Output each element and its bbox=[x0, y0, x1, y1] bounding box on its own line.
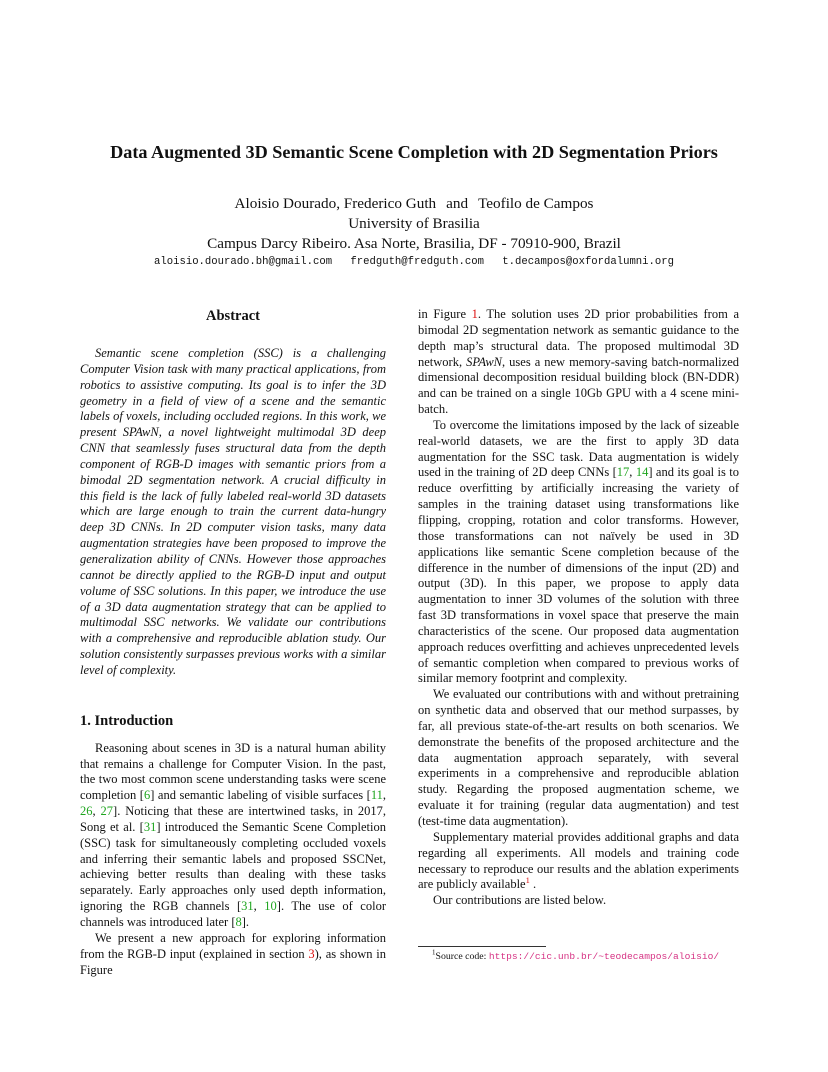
citation-link[interactable]: 8 bbox=[235, 915, 242, 929]
abstract-text: Semantic scene completion (SSC) is a challenging Computer Vision task with many practical applications, from robotics to assistive computing. Its goal is to infer the 3D geometry in a field of view of a scene and the semantic labels of voxels, including occluded regions. In this work, we present SPAwN, a novel lightweight multimodal 3D deep CNN that seamlessly fuses structural data from the depth component of RGB-D images with semantic priors from a bimodal 2D segmentation network. A crucial difficulty in this field is the lack of fully labeled real-world 3D datasets which are large enough to train the current data-hungry deep 3D CNNs. In 2D computer vision tasks, many data augmentation strategies have been proposed to improve the generalization ability of CNNs. However those approaches cannot be directly applied to the RGB-D input and output volume of SSC solutions. In this paper, we introduce the use of a 3D data augmentation strategy that can be applied to multimodal SSC networks. We validate our contributions with a comprehensive and reproducible ablation study. Our solution consistently surpasses previous works with a similar level of complexity. bbox=[80, 346, 386, 677]
citation-link[interactable]: 31 bbox=[241, 899, 254, 914]
introduction-heading: 1. Introduction bbox=[80, 712, 174, 729]
footnote-label: Source code: bbox=[435, 951, 489, 962]
address: Campus Darcy Ribeiro. Asa Norte, Brasilia, DF - 70910-900, Brazil bbox=[207, 235, 621, 252]
intro-paragraph-2-start: We present a new approach for exploring information from the RGB-D input (explained in section 3), as shown in Figure bbox=[80, 930, 386, 977]
author-emails bbox=[0, 256, 828, 268]
citation-link[interactable]: 6 bbox=[143, 788, 151, 803]
affiliation: University of Brasilia bbox=[348, 215, 480, 232]
author-names bbox=[0, 194, 828, 214]
citation-link[interactable]: 17 bbox=[616, 465, 630, 480]
intro-paragraph-5: Supplementary material provides additional graphs and data regarding all experiments. All models and training code necessary to reproduce our results and the ablation experiments are publicly available$^1$ . bbox=[418, 829, 739, 892]
email-guth: fredguth@fredguth.com bbox=[350, 256, 484, 268]
author-block bbox=[0, 194, 828, 254]
citation-link[interactable]: 26 bbox=[80, 804, 93, 819]
citation-link[interactable]: 11 bbox=[370, 788, 383, 803]
left-column bbox=[80, 307, 386, 978]
author-names-part2: Teofilo de Campos bbox=[478, 195, 594, 212]
footnote-marker[interactable]: 1 bbox=[525, 875, 530, 886]
intro-paragraph-2-cont: in Figure 1. The solution uses 2D prior probabilities from a bimodal 2D segmentation network as semantic guidance to the depth map’s structural data. The proposed multimodal 3D network, SPAwN, uses a new memory-saving batch-normalized dimensional decomposition residual building block (BN-DDR) and can be trained on a single 10Gb GPU with a 4 scene mini-batch. bbox=[418, 307, 740, 417]
citation-link[interactable]: 31 bbox=[143, 819, 157, 834]
footnote bbox=[432, 950, 719, 963]
author-names-part1: Aloisio Dourado, Frederico Guth bbox=[234, 195, 437, 212]
intro-paragraph-4: We evaluated our contributions with and without pretraining on synthetic data and observed that our method surpasses, by far, all previous state-of-the-art results on both scenarios. We demonstrate the benefits of the proposed architecture and the data augmentation approach separately, with several experiments in a comprehensive and reproducible ablation study. Regarding the proposed augmentation scheme, we evaluate it for training (regular data augmentation) and test (test-time data augmentation). bbox=[418, 687, 739, 828]
source-code-link[interactable]: https://cic.unb.br/~teodecampos/aloisio/ bbox=[488, 951, 720, 962]
intro-paragraph-1: Reasoning about scenes in 3D is a natural human ability that remains a challenge for Computer Vision. In the past, the two most common scene understanding tasks were scene completion [6] and semantic labeling of visible surfaces [11, 26, 27]. Noticing that these are intertwined tasks, in 2017, Song et al. [31] introduced the Semantic Scene Completion (SSC) task for simultaneously completing occluded voxels and inferring their semantic labels and proposed SSCNet, achieving better results than dealing with these tasks separately. Early approaches only used depth information, ignoring the RGB channels [31, 10]. The use of color channels was introduced later [8]. bbox=[80, 740, 386, 929]
citation-link[interactable]: 14 bbox=[635, 465, 649, 480]
right-column bbox=[418, 307, 739, 909]
email-dourado: aloisio.dourado.bh@gmail.com bbox=[154, 256, 333, 268]
citation-link[interactable]: 27 bbox=[100, 804, 114, 819]
citation-link[interactable]: 10 bbox=[264, 899, 277, 914]
section-ref-link[interactable]: 3 bbox=[308, 946, 315, 961]
footnote-divider bbox=[418, 946, 546, 947]
figure-ref-link[interactable]: 1 bbox=[471, 307, 478, 321]
paper-title: Data Augmented 3D Semantic Scene Completion with 2D Segmentation Priors bbox=[110, 142, 718, 162]
method-name: SPAwN bbox=[466, 354, 503, 369]
intro-paragraph-6: Our contributions are listed below. bbox=[433, 893, 607, 908]
abstract-heading: Abstract bbox=[206, 308, 260, 324]
author-and: and bbox=[446, 195, 469, 212]
intro-paragraph-3: To overcome the limitations imposed by the lack of sizeable real-world datasets, we are the first to apply 3D data augmentation for the SSC task. Data augmentation is widely used in the training of 2D deep CNNs [17, 14] and its goal is to reduce overfitting by artificially increasing the variety of samples in the training dataset using transformations like flipping, cropping, rotation and color transforms. However, those transformations can not naïvely be used in 3D applications like semantic Scene completion because of the difference in the number of dimensions of the input (2D) and output (3D). In this paper, we propose to apply data augmentation to inner 3D volumes of the solution with three fast 3D transformations in voxel space that preserve the main characteristics of the scene. Our proposed data augmentation approach reduces overfitting and achieves unprecedented levels of semantic completion when compared to previous works of similar memory footprint and complexity. bbox=[418, 417, 740, 686]
footnote-number: 1 bbox=[432, 948, 436, 957]
email-decampos: t.decampos@oxfordalumni.org bbox=[502, 256, 674, 268]
